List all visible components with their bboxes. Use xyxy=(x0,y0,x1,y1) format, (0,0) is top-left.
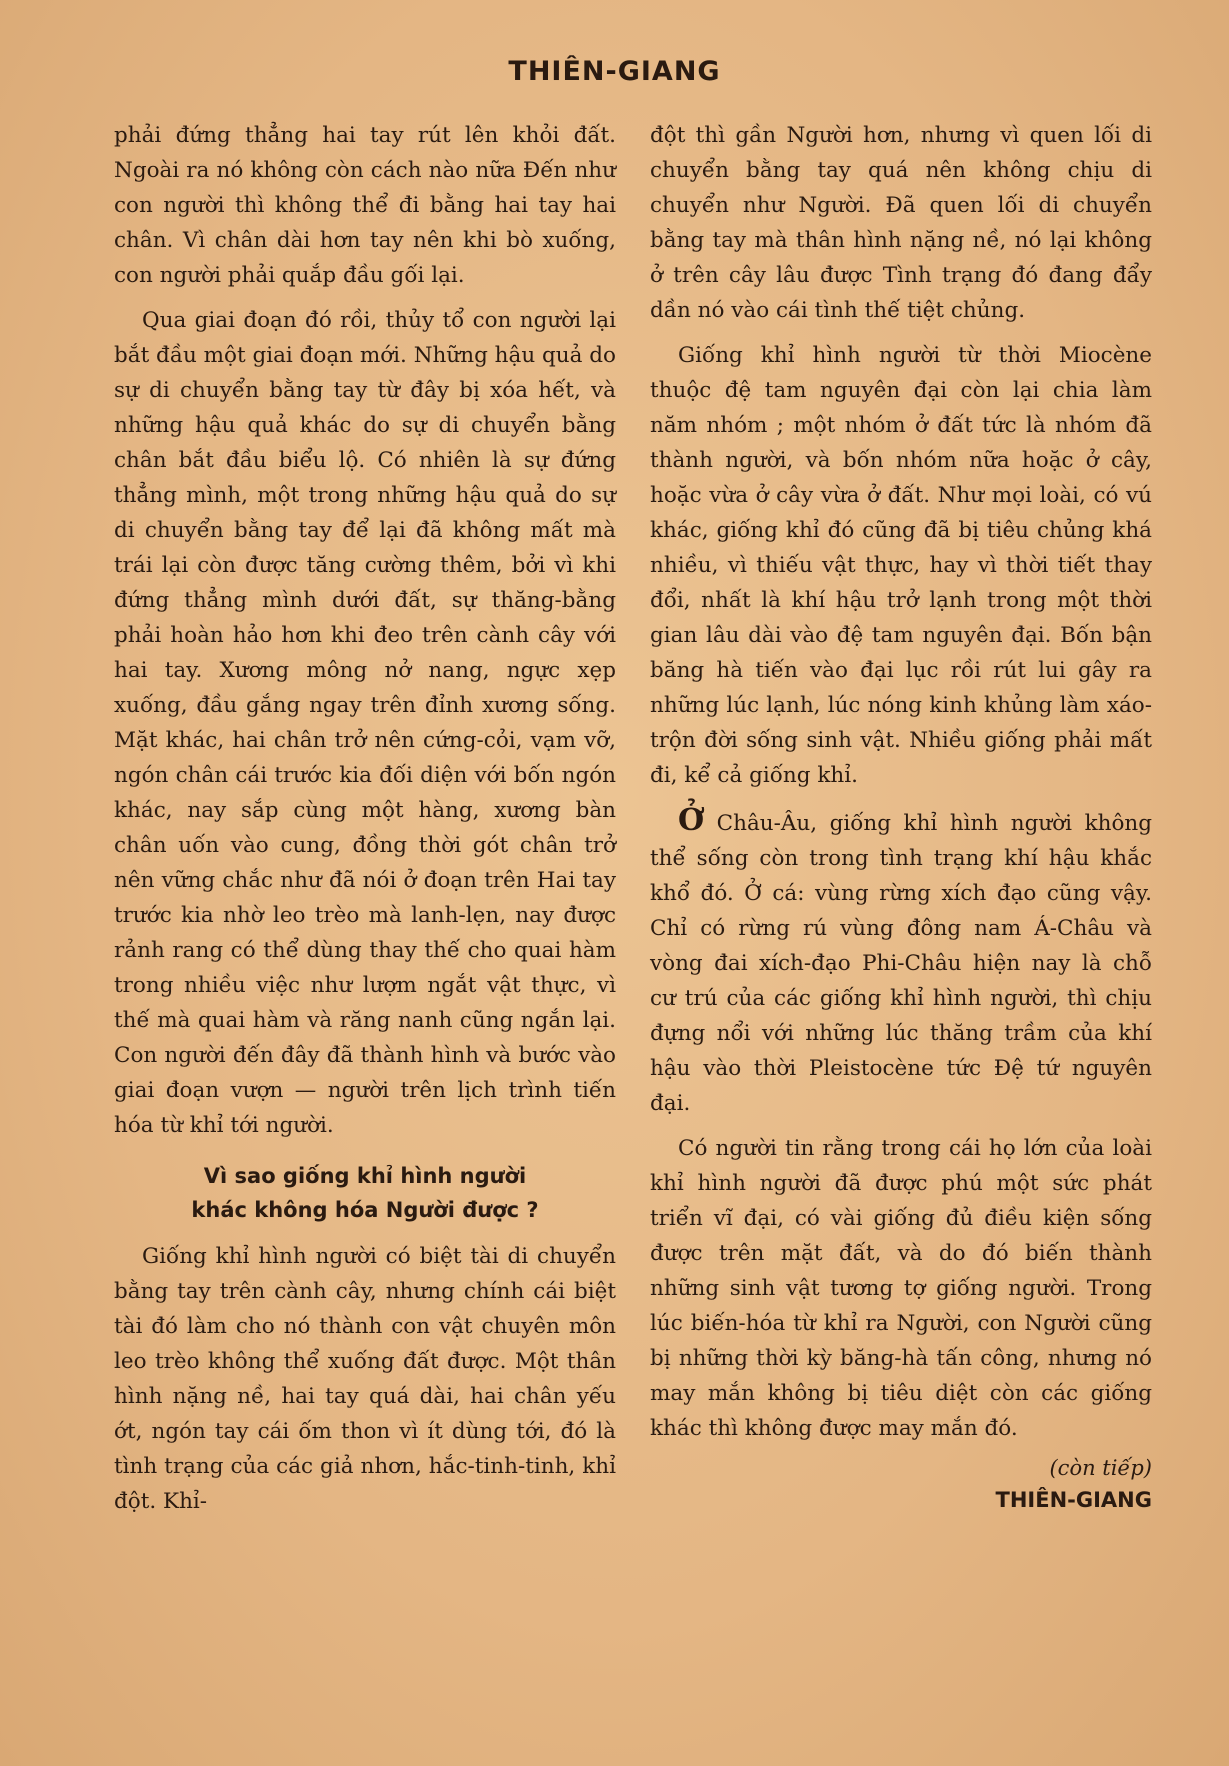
paragraph: Qua giai đoạn đó rồi, thủy tổ con người lại bắt đầu một giai đoạn mới. Những hậu quả do sự di chuyển bằng tay từ đây bị xóa hết, và những hậu quả khác do sự di chuyển bằng chân bắt đầu biểu lộ. Có nhiên là sự đứng thẳng mình, một trong những hậu quả do sự di chuyển bằng tay để lại đã không mất mà trái lại còn được tăng cường thêm, bởi vì khi đứng thẳng mình dưới đất, sự thăng-bằng phải hoàn hảo hơn khi đeo trên cành cây với hai tay. Xương mông nở nang, ngực xẹp xuống, đầu gắng ngay trên đỉnh xương sống. Mặt khác, hai chân trở nên cứng-cỏi, vạm vỡ, ngón chân cái trước kia đối diện với bốn ngón khác, nay sắp cùng một hàng, xương bàn chân uốn vào cung, đồng thời gót chân trở nên vững chắc như đã nói ở đoạn trên Hai tay trước kia nhờ leo trèo mà lanh-lẹn, nay được rảnh rang có thể dùng thay thế cho quai hàm trong nhiều việc như lượm ngắt vật thực, vì thế mà quai hàm và răng nanh cũng ngắn lại. Con người đến đây đã thành hình và bước vào giai đoạn vượn — người trên lịch trình tiến hóa từ khỉ tới người. xyxy=(114,308,616,1138)
paragraph: phải đứng thẳng hai tay rút lên khỏi đất. Ngoài ra nó không còn cách nào nữa Đến như con người thì không thể đi bằng hai tay hai chân. Vì chân dài hơn tay nên khi bò xuống, con người phải quắp đầu gối lại. xyxy=(114,123,616,288)
left-column xyxy=(114,118,616,1519)
section-heading-line: khác không hóa Người được ? xyxy=(191,1198,539,1222)
right-column xyxy=(650,118,1152,1516)
paragraph: Giống khỉ hình người có biệt tài di chuyển bằng tay trên cành cây, nhưng chính cái biệt tài đó làm cho nó thành con vật chuyên môn leo trèo không thể xuống đất được. Một thân hình nặng nề, hai tay quá dài, hai chân yếu ớt, ngón tay cái ốm thon vì ít dùng tới, đó là tình trạng của các giả nhơn, hắc-tinh-tinh, khỉ đột. Khỉ- xyxy=(114,1244,616,1514)
section-heading xyxy=(114,1159,616,1227)
paragraph: đột thì gần Người hơn, nhưng vì quen lối di chuyển bằng tay quá nên không chịu di chuyển như Người. Đã quen lối di chuyển bằng tay mà thân hình nặng nề, nó lại không ở trên cây lâu được Tình trạng đó đang đẩy dần nó vào cái tình thế tiệt chủng. xyxy=(650,123,1152,323)
dropcap-letter: Ở xyxy=(678,803,705,838)
paragraph: Có người tin rằng trong cái họ lớn của loài khỉ hình người đã được phú một sức phát triển vĩ đại, có vài giống đủ điều kiện sống được trên mặt đất, và do đó biến thành những sinh vật tương tợ giống người. Trong lúc biến-hóa từ khỉ ra Người, con Người cũng bị những thời kỳ băng-hà tấn công, nhưng nó may mắn không bị tiêu diệt còn các giống khác thì không được may mắn đó. xyxy=(650,1136,1152,1441)
section-heading-line: Vì sao giống khỉ hình người xyxy=(203,1164,527,1188)
continued-note: (còn tiếp) xyxy=(1049,1456,1152,1480)
paragraph-text: Châu-Âu, giống khỉ hình người không thể sống còn trong tình trạng khí hậu khắc khổ đó. Ở cá: vùng rừng xích đạo cũng vậy. Chỉ có rừng rú vùng đông nam Á-Châu và vòng đai xích-đạo Phi-Châu hiện nay là chỗ cư trú của các giống khỉ hình người, thì chịu đựng nổi với những lúc thăng trầm của khí hậu vào thời Pleistocène tức Đệ tứ nguyên đại. xyxy=(650,811,1152,1116)
author-signature: THIÊN-GIANG xyxy=(995,1488,1152,1512)
paragraph: Giống khỉ hình người từ thời Miocène thuộc đệ tam nguyên đại còn lại chia làm năm nhóm ; một nhóm ở đất tức là nhóm đã thành người, và bốn nhóm nữa hoặc ở cây, hoặc vừa ở cây vừa ở đất. Như mọi loài, có vú khác, giống khỉ đó cũng đã bị tiêu chủng khá nhiều, vì thiếu vật thực, hay vì thời tiết thay đổi, nhất là khí hậu trở lạnh trong một thời gian lâu dài vào đệ tam nguyên đại. Bốn bận băng hà tiến vào đại lục rồi rút lui gây ra những lúc lạnh, lúc nóng kinh khủng làm xáo-trộn đời sống sinh vật. Nhiều giống phải mất đi, kể cả giống khỉ. xyxy=(650,343,1152,788)
paragraph-with-dropcap xyxy=(650,803,1152,1121)
running-head-title: THIÊN-GIANG xyxy=(508,56,721,87)
